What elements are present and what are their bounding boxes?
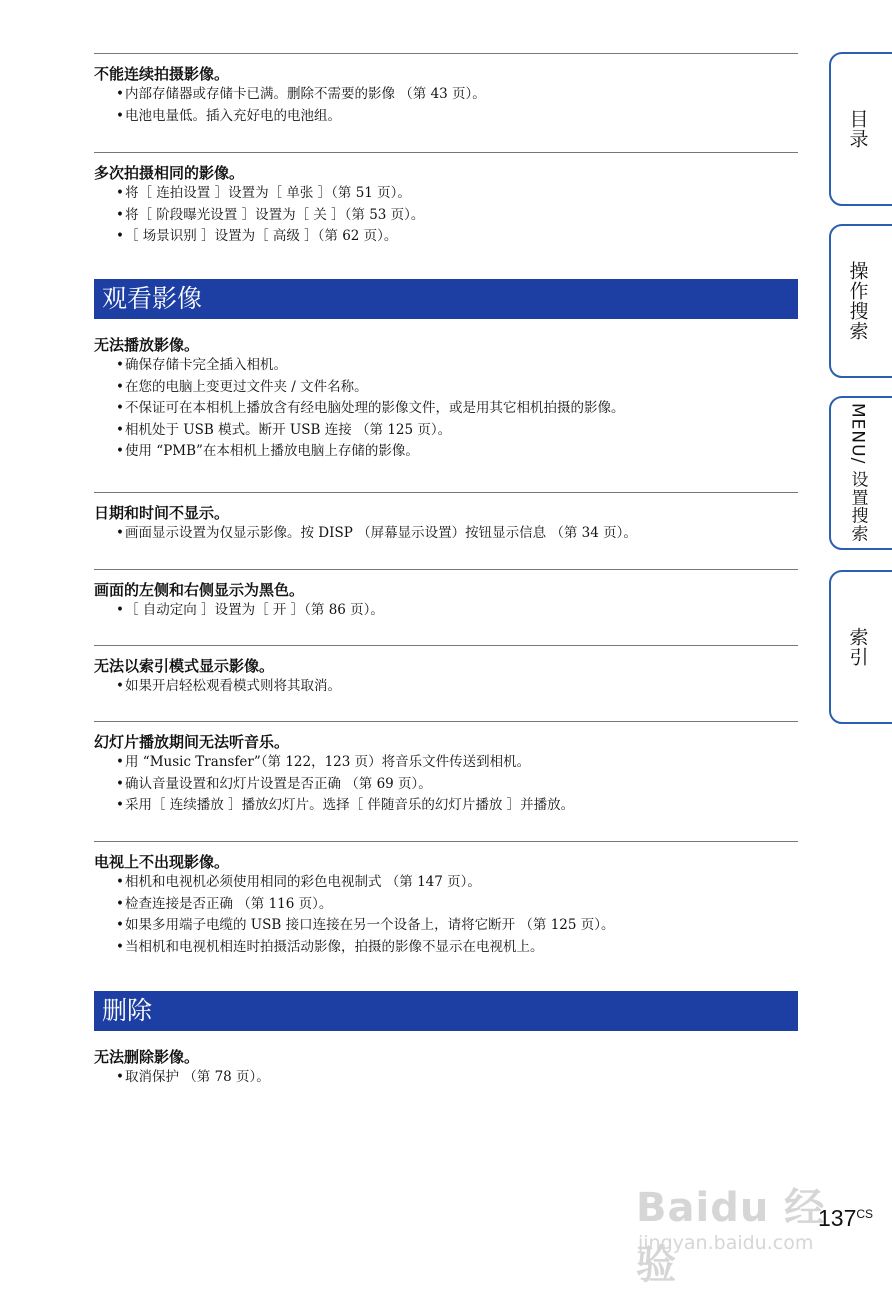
trouble-section-date [94,492,798,545]
section-divider [94,569,798,570]
section-divider [94,53,798,54]
list-item: •确保存储卡完全插入相机。 [116,357,287,373]
list-item: •如果开启轻松观看模式则将其取消。 [116,678,341,694]
section-title: 多次拍摄相同的影像。 [94,164,245,182]
section-divider [94,645,798,646]
section-divider [94,721,798,722]
trouble-section-music [94,721,798,817]
section-title: 日期和时间不显示。 [94,504,230,522]
list-item: •采用［ 连续播放 ］播放幻灯片。选择［ 伴随音乐的幻灯片播放 ］并播放。 [116,797,575,813]
page-suffix: CS [856,1207,874,1221]
trouble-section-playback [94,325,798,463]
trouble-section-index [94,645,798,698]
list-item: •取消保护 （第 78 页）。 [116,1069,270,1085]
list-item: •用 “Music Transfer”（第 122，123 页）将音乐文件传送到相机。 [116,754,531,770]
section-title: 无法以索引模式显示影像。 [94,657,275,675]
tab-menu-settings-search[interactable] [829,396,892,550]
section-divider [94,152,798,153]
watermark-url: jingyan.baidu.com [638,1232,814,1254]
list-item: •在您的电脑上变更过文件夹 / 文件名称。 [116,378,368,395]
list-item: •内部存储器或存储卡已满。删除不需要的影像 （第 43 页）。 [116,86,486,102]
list-item: •相机处于 USB 模式。断开 USB 连接 （第 125 页）。 [116,421,452,438]
watermark-logo: Baidu 经验 [636,1185,826,1288]
tab-index[interactable] [829,570,892,724]
list-item: •使用 “PMB”在本相机上播放电脑上存储的影像。 [116,443,419,459]
tab-operation-search[interactable] [829,224,892,378]
tab-label: MENU/ 设置搜索 [847,403,868,543]
list-item: •将［ 连拍设置 ］设置为［ 单张 ］（第 51 页）。 [116,185,411,201]
trouble-section-continuous [94,53,798,127]
trouble-section-same-image [94,152,798,248]
list-item: •将［ 阶段曝光设置 ］设置为［ 关 ］（第 53 页）。 [116,206,425,223]
list-item: •［ 自动定向 ］设置为［ 开 ］（第 86 页）。 [116,602,384,618]
page-number: $137^{CS}$ [818,1205,874,1231]
list-item: •画面显示设置为仅显示影像。按 DISP （屏幕显示设置）按钮显示信息 （第 34 页）。 [116,525,637,541]
section-divider [94,492,798,493]
list-item: •如果多用端子电缆的 USB 接口连接在另一个设备上，请将它断开 （第 125 页）。 [116,917,615,933]
tab-contents[interactable] [829,52,892,206]
trouble-section-delete [94,1037,798,1089]
tab-label: 操作搜索 [846,261,869,341]
section-band-delete: 删除 [94,991,798,1031]
list-item: •不保证可在本相机上播放含有经电脑处理的影像文件，或是用其它相机拍摄的影像。 [116,400,625,416]
section-divider [94,841,798,842]
section-title: 无法播放影像。 [94,336,200,354]
section-title: 画面的左侧和右侧显示为黑色。 [94,581,305,599]
section-band-viewing: 观看影像 [94,279,798,319]
list-item: •电池电量低。插入充好电的电池组。 [116,107,341,124]
tab-label: 目录 [846,109,869,149]
list-item: •检查连接是否正确 （第 116 页）。 [116,895,333,912]
section-title: 无法删除影像。 [94,1048,200,1066]
section-title: 幻灯片播放期间无法听音乐。 [94,733,290,751]
watermark [636,1148,836,1288]
section-title: 电视上不出现影像。 [94,853,230,871]
list-item: •确认音量设置和幻灯片设置是否正确 （第 69 页）。 [116,775,432,792]
trouble-section-tv [94,841,798,958]
list-item: •［ 场景识别 ］设置为［ 高级 ］（第 62 页）。 [116,228,398,244]
list-item: •当相机和电视机相连时拍摄活动影像，拍摄的影像不显示在电视机上。 [116,938,544,955]
section-title: 不能连续拍摄影像。 [94,65,230,83]
list-item: •相机和电视机必须使用相同的彩色电视制式 （第 147 页）。 [116,874,481,890]
trouble-section-black-sides [94,569,798,622]
tab-label: 索引 [846,627,869,667]
